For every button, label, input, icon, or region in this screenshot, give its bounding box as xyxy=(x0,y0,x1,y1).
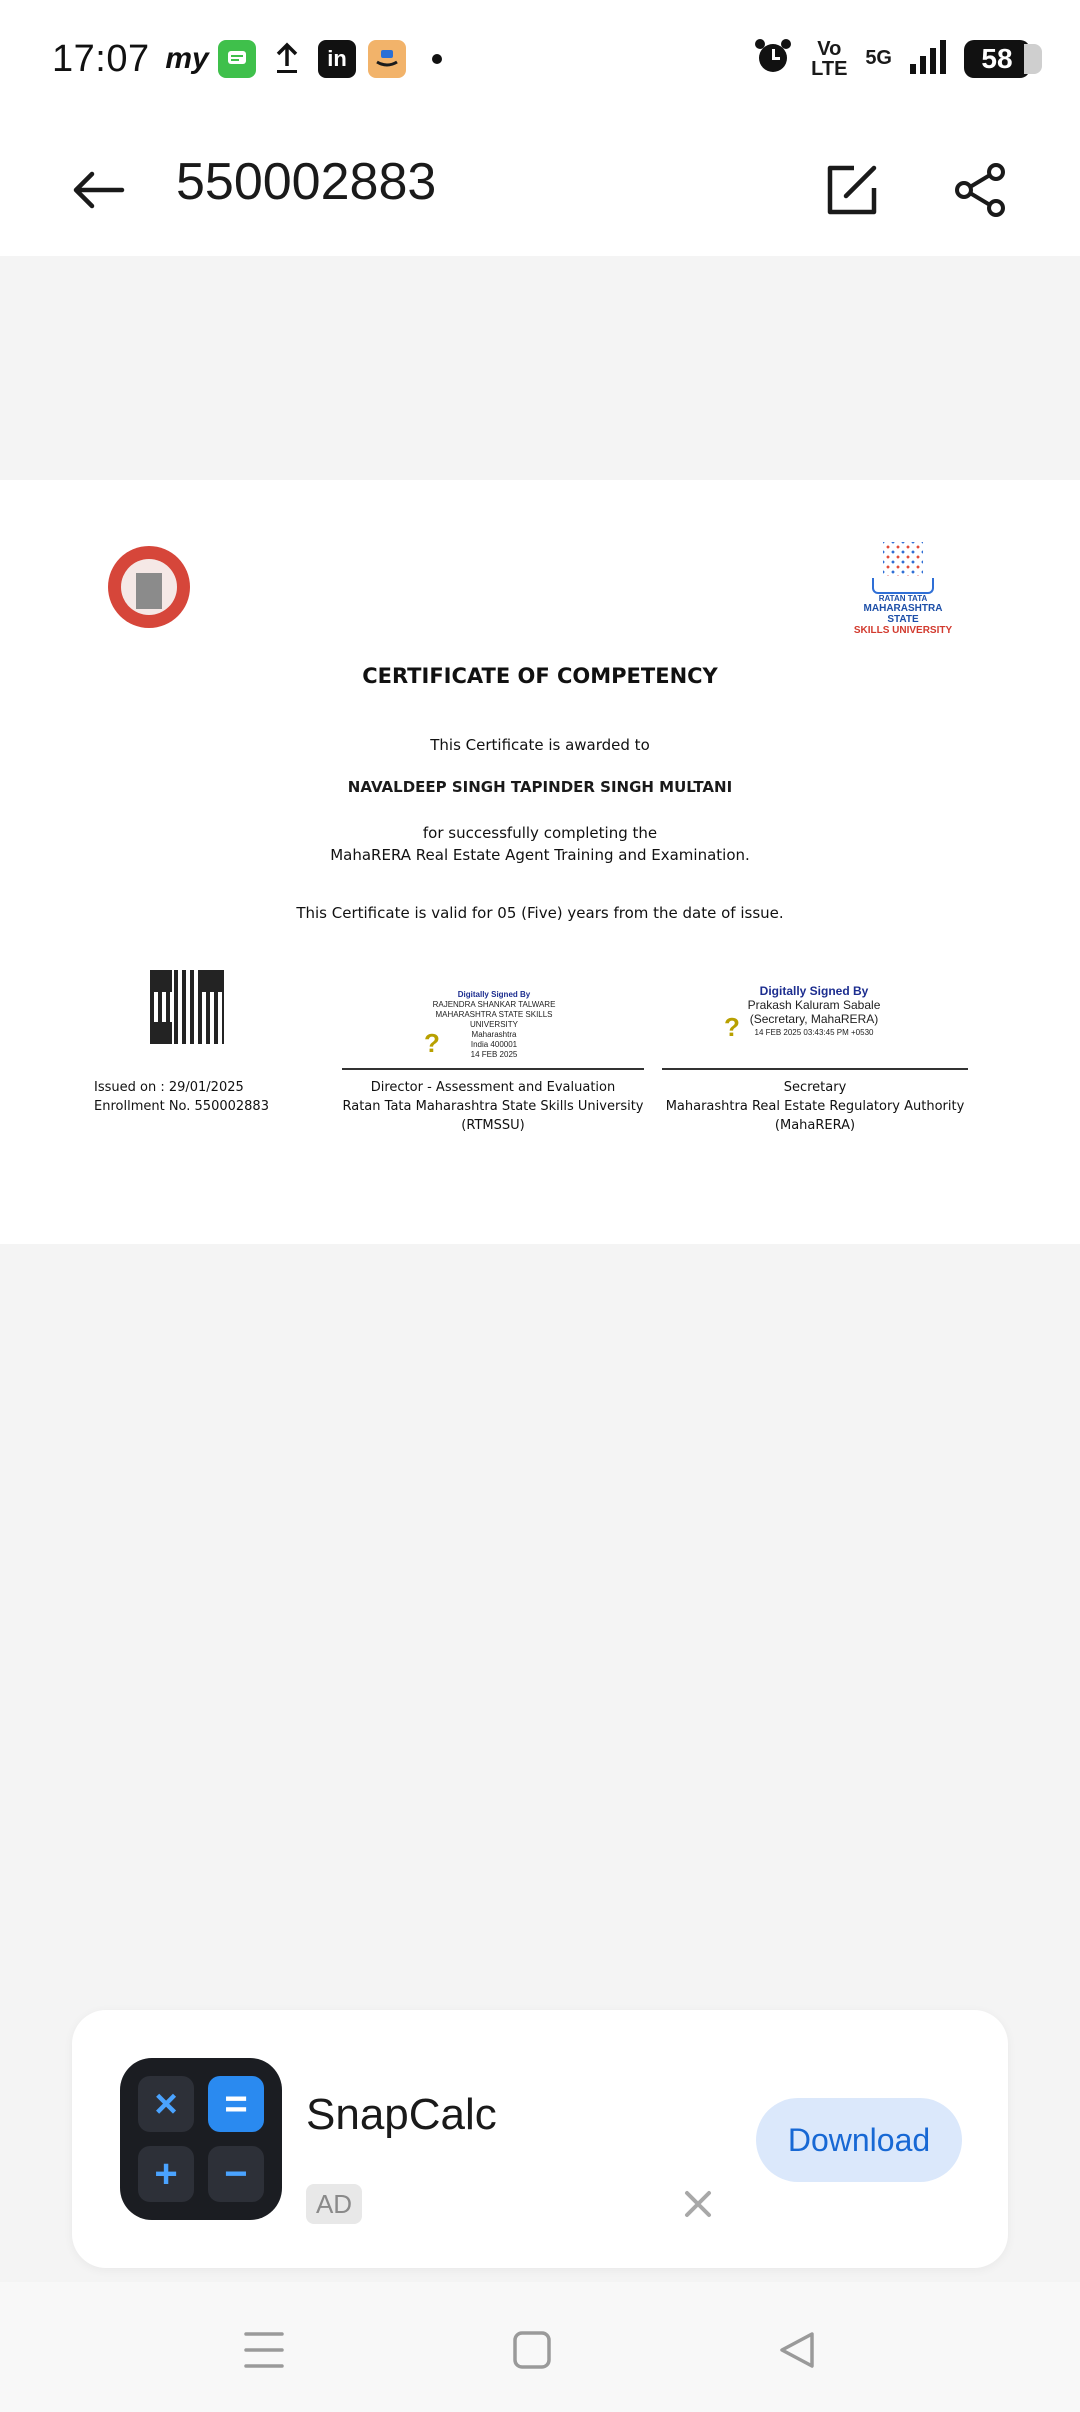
digitally-signed-label: Digitally Signed By xyxy=(759,984,869,998)
validity-line: This Certificate is valid for 05 (Five) years from the date of issue. xyxy=(296,904,784,922)
issued-on: Issued on : 29/01/2025 xyxy=(94,1080,244,1095)
arrow-left-icon xyxy=(70,170,126,210)
signature-line xyxy=(342,1068,644,1070)
rtmssu-logo xyxy=(848,542,958,636)
edit-icon xyxy=(824,162,880,218)
status-time: 17:07 xyxy=(52,38,150,80)
certificate-page xyxy=(0,480,1080,1244)
signer-name: Prakash Kaluram Sabale xyxy=(747,998,881,1012)
for-line: for successfully completing the xyxy=(422,824,658,842)
back-triangle-icon xyxy=(774,2328,818,2372)
alarm-icon xyxy=(753,36,793,81)
app-bar xyxy=(0,120,1080,256)
course-line: MahaRERA Real Estate Agent Training and Examination. xyxy=(330,846,750,864)
logo-line-2: MAHARASHTRA STATE xyxy=(863,603,943,625)
caption-title: Director - Assessment and Evaluation xyxy=(370,1080,616,1095)
calculator-icon[interactable]: × = + − xyxy=(120,2058,282,2220)
signal-icon xyxy=(908,38,948,79)
ad-download-button[interactable]: Download xyxy=(756,2098,962,2182)
signer-state: Maharashtra xyxy=(471,1030,517,1039)
status-right-icons xyxy=(753,36,1030,81)
qr-code xyxy=(150,970,224,1044)
ad-close-button[interactable] xyxy=(672,2178,724,2230)
notification-icons xyxy=(165,40,442,78)
signature-line xyxy=(662,1068,968,1070)
signer-org: MAHARASHTRA STATE SKILLS xyxy=(435,1010,553,1019)
awarded-line: This Certificate is awarded to xyxy=(430,736,650,754)
recipient-name: NAVALDEEP SINGH TAPINDER SINGH MULTANI xyxy=(347,778,733,796)
edit-button[interactable] xyxy=(812,150,892,230)
amazon-icon xyxy=(368,40,406,78)
more-notifications-dot xyxy=(432,54,442,64)
caption-org: Ratan Tata Maharashtra State Skills University xyxy=(342,1099,644,1114)
logo-line-1: RATAN TATA xyxy=(878,594,928,603)
nav-back-button[interactable] xyxy=(764,2318,828,2382)
signature-2 xyxy=(660,984,968,1040)
signature-2-caption xyxy=(650,1078,980,1135)
signer-role: (Secretary, MahaRERA) xyxy=(749,1012,879,1026)
volte-icon: Vo LTE xyxy=(811,37,848,80)
signer-pin: India 400001 xyxy=(470,1040,518,1049)
issue-info xyxy=(94,1078,269,1116)
page-title: 550002883 xyxy=(176,153,437,211)
battery-icon xyxy=(964,40,1030,78)
signer-name: RAJENDRA SHANKAR TALWARE xyxy=(432,1000,556,1009)
battery-level: 58 xyxy=(981,42,1013,74)
recent-apps-button[interactable] xyxy=(232,2318,296,2382)
digitally-signed-label: Digitally Signed By xyxy=(457,990,531,999)
upload-icon xyxy=(268,40,306,78)
caption-abbr: (MahaRERA) xyxy=(774,1118,856,1133)
navigation-bar xyxy=(0,2282,1080,2412)
signature-unverified-icon: ? xyxy=(724,1012,740,1042)
home-square-icon xyxy=(510,2328,554,2372)
network-type: 5G xyxy=(865,47,892,69)
share-button[interactable] xyxy=(940,150,1020,230)
caption-abbr: (RTMSSU) xyxy=(461,1118,525,1133)
signature-unverified-icon: ? xyxy=(424,1028,440,1058)
menu-icon xyxy=(242,2330,286,2370)
certificate-title: CERTIFICATE OF COMPETENCY xyxy=(362,664,718,688)
back-button[interactable] xyxy=(58,150,138,230)
close-icon xyxy=(683,2189,713,2219)
signature-1 xyxy=(342,990,646,1060)
enrollment-number: Enrollment No. 550002883 xyxy=(94,1099,269,1114)
logo-line-3: SKILLS UNIVERSITY xyxy=(853,625,953,636)
ad-badge: AD xyxy=(306,2184,362,2224)
linkedin-icon: in xyxy=(318,40,356,78)
signer-org-2: UNIVERSITY xyxy=(469,1020,518,1029)
caption-org: Maharashtra Real Estate Regulatory Authority xyxy=(665,1099,965,1114)
home-button[interactable] xyxy=(500,2318,564,2382)
signature-date: 14 FEB 2025 03:43:45 PM +0530 xyxy=(754,1028,874,1037)
ad-app-name[interactable]: SnapCalc xyxy=(306,2090,497,2139)
messages-icon xyxy=(218,40,256,78)
ad-card[interactable] xyxy=(72,2010,1008,2268)
myjio-icon: my xyxy=(165,42,209,75)
share-icon xyxy=(952,162,1008,218)
signature-1-caption xyxy=(330,1078,656,1135)
maharera-logo xyxy=(108,546,190,628)
caption-title: Secretary xyxy=(783,1080,847,1095)
status-bar xyxy=(0,0,1080,120)
signature-date: 14 FEB 2025 xyxy=(470,1050,518,1059)
